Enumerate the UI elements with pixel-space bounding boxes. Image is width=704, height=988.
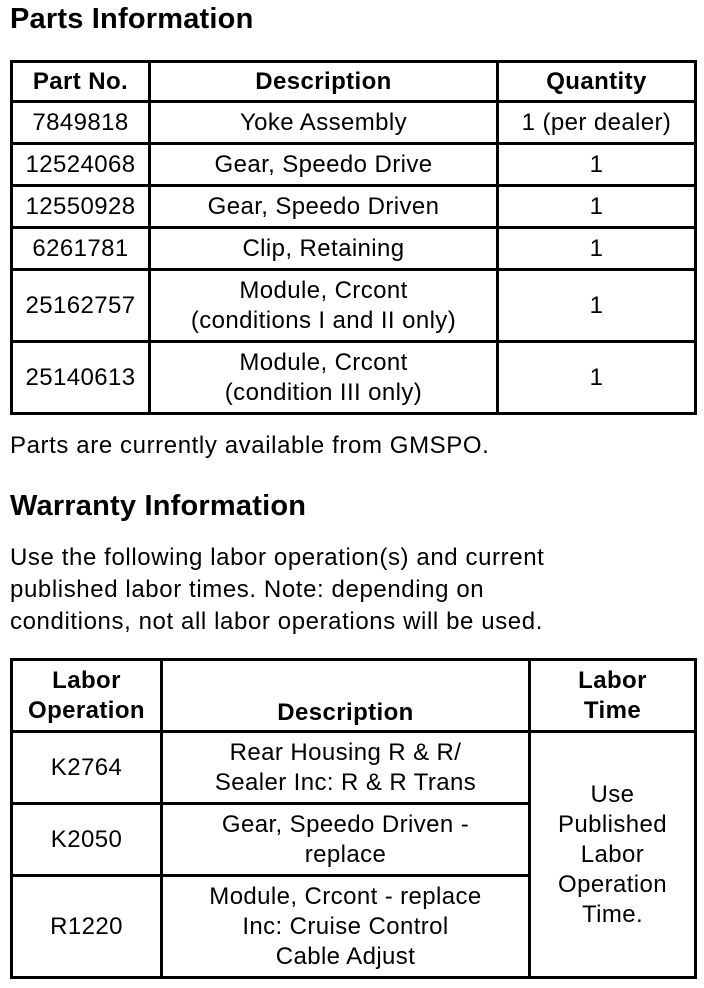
table-row bbox=[12, 186, 696, 228]
labor-operation-header: Labor Operation bbox=[12, 660, 162, 732]
quantity-cell: 1 (per dealer) bbox=[498, 102, 696, 144]
warranty-information-heading: Warranty Information bbox=[10, 490, 307, 522]
table-row bbox=[12, 144, 696, 186]
description-cell: Yoke Assembly bbox=[150, 102, 498, 144]
part-no-cell: 7849818 bbox=[12, 102, 150, 144]
table-row bbox=[12, 102, 696, 144]
description-cell: Module, Crcont (condition III only) bbox=[150, 342, 498, 414]
quantity-cell: 1 bbox=[498, 342, 696, 414]
part-no-cell: 6261781 bbox=[12, 228, 150, 270]
warranty-intro-line: conditions, not all labor operations will be used. bbox=[10, 608, 543, 635]
parts-information-heading: Parts Information bbox=[10, 3, 254, 35]
description-cell: Gear, Speedo Drive bbox=[150, 144, 498, 186]
labor-description-cell: Module, Crcont - replace Inc: Cruise Control Cable Adjust bbox=[162, 876, 530, 978]
description-header: Description bbox=[150, 62, 498, 102]
quantity-cell: 1 bbox=[498, 228, 696, 270]
labor-time-header: Labor Time bbox=[530, 660, 696, 732]
table-row bbox=[12, 342, 696, 414]
labor-description-header: Description bbox=[162, 660, 530, 732]
description-cell: Gear, Speedo Driven bbox=[150, 186, 498, 228]
description-cell: Module, Crcont (conditions I and II only) bbox=[150, 270, 498, 342]
table-row bbox=[12, 228, 696, 270]
quantity-cell: 1 bbox=[498, 144, 696, 186]
part-no-cell: 25140613 bbox=[12, 342, 150, 414]
part-no-cell: 12550928 bbox=[12, 186, 150, 228]
labor-table bbox=[10, 658, 697, 979]
quantity-cell: 1 bbox=[498, 270, 696, 342]
parts-availability-note: Parts are currently available from GMSPO. bbox=[10, 432, 490, 459]
labor-operation-cell: R1220 bbox=[12, 876, 162, 978]
table-row bbox=[12, 270, 696, 342]
quantity-header: Quantity bbox=[498, 62, 696, 102]
labor-operation-cell: K2764 bbox=[12, 732, 162, 804]
quantity-cell: 1 bbox=[498, 186, 696, 228]
part-no-header: Part No. bbox=[12, 62, 150, 102]
part-no-cell: 25162757 bbox=[12, 270, 150, 342]
labor-table-header-row bbox=[12, 660, 696, 732]
labor-time-cell: Use Published Labor Operation Time. bbox=[530, 732, 696, 978]
parts-table-header-row bbox=[12, 62, 696, 102]
labor-operation-cell: K2050 bbox=[12, 804, 162, 876]
table-row bbox=[12, 732, 696, 804]
description-cell: Clip, Retaining bbox=[150, 228, 498, 270]
labor-description-cell: Gear, Speedo Driven - replace bbox=[162, 804, 530, 876]
warranty-intro-line: published labor times. Note: depending on bbox=[10, 576, 485, 603]
labor-description-cell: Rear Housing R & R/ Sealer Inc: R & R Trans bbox=[162, 732, 530, 804]
warranty-intro-line: Use the following labor operation(s) and current bbox=[10, 544, 545, 571]
parts-table bbox=[10, 60, 697, 415]
part-no-cell: 12524068 bbox=[12, 144, 150, 186]
